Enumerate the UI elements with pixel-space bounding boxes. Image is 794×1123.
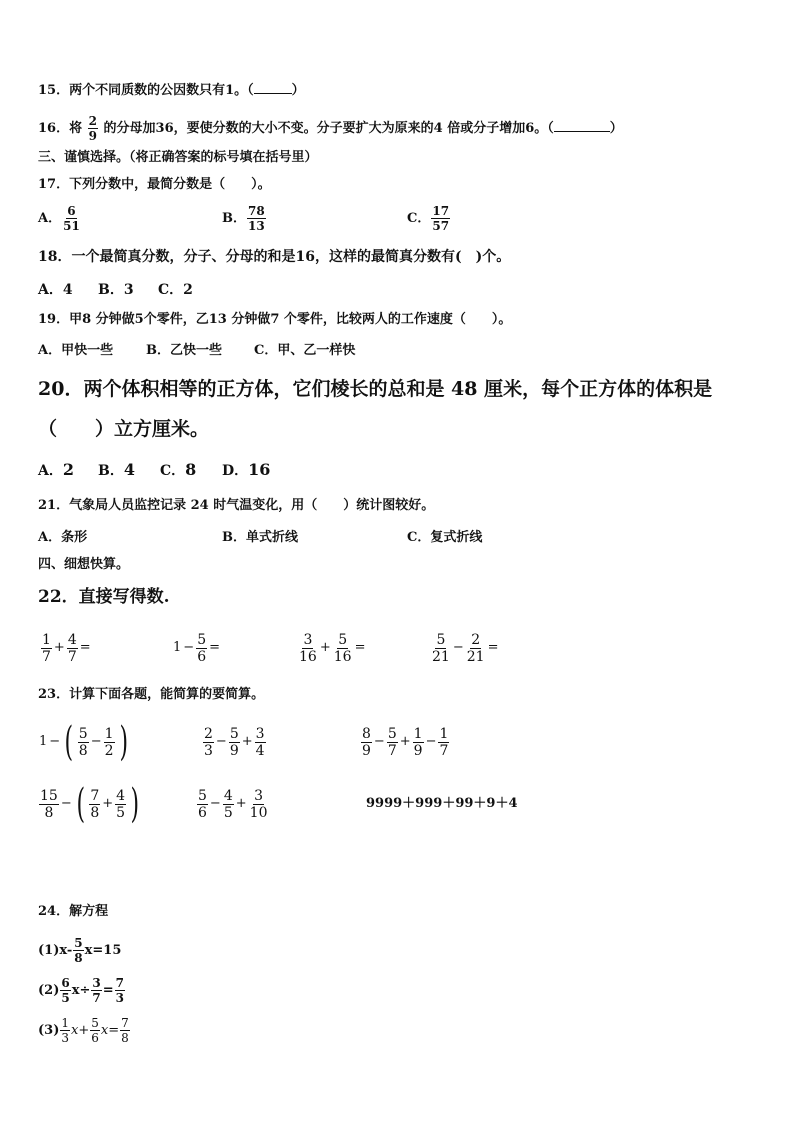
q24-equation-3: (3) $\frac{1}{3}$ x+ $\frac{5}{6}$ x= $\frac{7}{8}$ [38,1016,129,1045]
question-17-stem: 17．下列分数中，最简分数是（ ）。 [38,177,271,192]
question-15: 15．两个不同质数的公因数只有1。（ ） [38,83,305,98]
question-24-title: 24．解方程 [38,904,109,919]
q20-option-a[interactable]: A．2 [38,460,75,479]
q19-option-c[interactable]: C．甲、乙一样快 [254,343,356,358]
question-20-line-1: 20．两个体积相等的正方体，它们棱长的总和是 48 厘米，每个正方体的体积是 [38,378,713,400]
q23-expr-5: $\frac{5}{6}$ − $\frac{4}{5}$ + $\frac{3}{10}$ [198,787,268,821]
section-4-heading: 四、细想快算。 [38,557,130,572]
question-text: 的分母加36，要使分数的大小不变。分子要扩大为原来的4 倍或分子增加6。 [103,121,548,136]
q20-option-b[interactable]: B．4 [98,460,135,479]
q22-expr-1: $\frac{1}{7}$ + $\frac{4}{7}$ = [42,631,91,665]
question-16: 16．将 $\frac{2}{9}$ 的分母加36，要使分数的大小不变。分子要扩大为原来的4 倍或分子增加6。（ ） [38,114,623,143]
question-number: 15． [38,83,70,98]
q24-equation-2: (2) $\frac{6}{5}$ x÷ $\frac{3}{7}$ = $\frac{7}{3}$ [38,976,124,1005]
q17-option-b[interactable]: B． $\frac{78}{13}$ [222,204,265,233]
answer-blank[interactable] [554,119,610,132]
q24-equation-1: (1)x- $\frac{5}{8}$ x=15 [38,936,122,965]
q21-option-b[interactable]: B．单式折线 [222,530,299,545]
q23-expr-3: $\frac{8}{9}$ − $\frac{5}{7}$ + $\frac{1}{9}$ − $\frac{1}{7}$ [362,725,449,759]
q21-option-c[interactable]: C．复式折线 [407,530,483,545]
q23-expr-2: $\frac{2}{3}$ − $\frac{5}{9}$ + $\frac{3}{4}$ [204,725,265,759]
q23-expr-4: $\frac{15}{8}$ − ( $\frac{7}{8}$ + $\frac{4}{5}$ ) [40,781,140,827]
question-21-stem: 21．气象局人员监控记录 24 时气温变化，用（ ）统计图较好。 [38,498,435,513]
q18-option-a[interactable]: A．4 [38,282,73,298]
q22-expr-2: 1 − $\frac{5}{6}$ = [173,631,221,665]
section-3-heading: 三、谨慎选择。（将正确答案的标号填在括号里） [38,150,318,165]
q17-option-a[interactable]: A． $\frac{6}{51}$ [38,204,80,233]
q18-option-b[interactable]: B．3 [98,282,134,298]
question-18-stem: 18．一个最简真分数，分子、分母的和是16，这样的最简真分数有( )个。 [38,249,511,265]
question-number: 16． [38,121,70,136]
q20-option-d[interactable]: D．16 [222,460,271,479]
question-19-stem: 19．甲8 分钟做5个零件，乙13 分钟做7 个零件，比较两人的工作速度（ ）。 [38,312,512,327]
q18-option-c[interactable]: C．2 [158,282,193,298]
q20-option-c[interactable]: C．8 [160,460,197,479]
question-20-line-2: （ ）立方厘米。 [38,418,210,440]
q23-expr-6: 9999＋999＋99＋9＋4 [366,796,518,811]
q22-expr-4: $\frac{5}{21}$ − $\frac{2}{21}$ = [432,631,499,665]
q19-option-a[interactable]: A．甲快一些 [38,343,114,358]
question-text: 两个不同质数的公因数只有1。 [69,83,248,98]
q17-option-c[interactable]: C． $\frac{17}{57}$ [407,204,450,233]
q22-expr-3: $\frac{3}{16}$ + $\frac{5}{16}$ = [299,631,366,665]
q21-option-a[interactable]: A．条形 [38,530,88,545]
answer-blank[interactable] [254,81,292,94]
q23-expr-1: 1 − ( $\frac{5}{8}$ − $\frac{1}{2}$ ) [39,719,128,765]
q19-option-b[interactable]: B．乙快一些 [146,343,223,358]
question-22-title: 22．直接写得数. [38,587,170,607]
question-23-title: 23．计算下面各题，能简算的要简算。 [38,687,265,702]
fraction: $\frac{2}{9}$ [88,114,97,143]
